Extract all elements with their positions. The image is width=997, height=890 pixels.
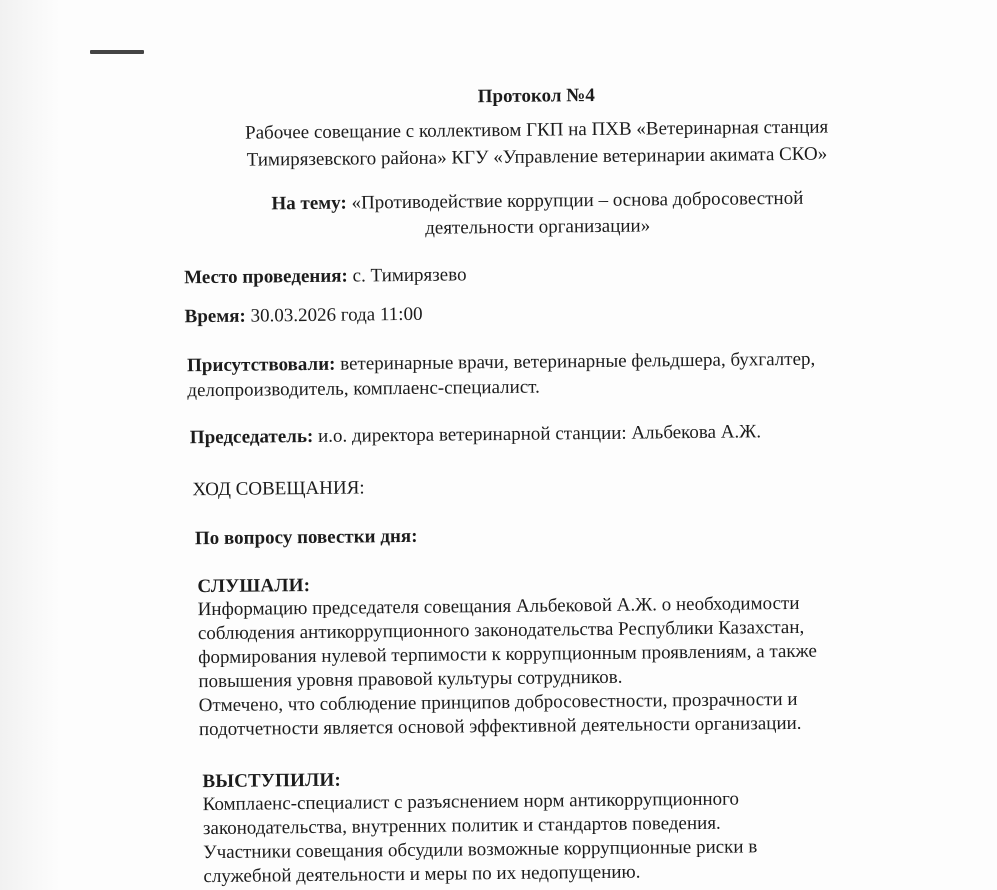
- attendees-line-2: делопроизводитель, комплаенс-специалист.: [187, 376, 540, 402]
- topic-value-1: «Противодействие коррупции – основа добросовестной: [351, 187, 804, 214]
- time-label: Время:: [184, 305, 246, 328]
- spoke-line-3: Участники совещания обсудили возможные коррупционные риски в: [203, 836, 758, 864]
- heard-line-3: формирования нулевой терпимости к коррупционным проявлениям, а также: [198, 640, 818, 669]
- subtitle-line-2: Тимирязевского района» КГУ «Управление ветеринарии акимата СКО»: [246, 143, 828, 171]
- place-value: с. Тимирязево: [352, 264, 467, 287]
- heard-line-2: соблюдения антикоррупционного законодательства Республики Казахстан,: [197, 616, 805, 645]
- chair-label: Председатель:: [189, 425, 314, 449]
- agenda-heading: [195, 526, 418, 550]
- agenda-heading-text: По вопросу повестки дня:: [194, 525, 418, 550]
- topic-label: На тему:: [271, 192, 347, 215]
- heard-line-1: Информацию председателя совещания Альбековой А.Ж. о необходимости: [197, 592, 800, 621]
- chair-value: и.о. директора ветеринарной станции: Альбекова А.Ж.: [317, 421, 762, 447]
- heard-heading: СЛУШАЛИ:: [197, 574, 311, 598]
- spoke-line-1: Комплаенс-специалист с разъяснением норм антикоррупционного: [202, 788, 740, 816]
- meeting-progress-heading: ХОД СОВЕЩАНИЯ:: [192, 477, 365, 501]
- place-label: Место проведения:: [184, 265, 348, 289]
- topic-line-2: деятельности организации»: [425, 215, 651, 239]
- time-value: 30.03.2026 года 11:00: [250, 303, 423, 327]
- subtitle-line-1: Рабочее совещание с коллективом ГКП на ПХВ «Ветеринарная станция: [244, 116, 829, 144]
- time-line: [184, 304, 422, 328]
- place-line: [184, 264, 467, 289]
- attendees-label: Присутствовали:: [186, 353, 336, 377]
- attendees-value-1: ветеринарные врачи, ветеринарные фельдшера, бухгалтер,: [340, 348, 816, 375]
- spoke-heading: ВЫСТУПИЛИ:: [202, 769, 342, 793]
- spoke-line-4: служебной деятельности и меры по их недопущению.: [203, 861, 641, 888]
- spoke-line-2: законодательства, внутренних политик и стандартов поведения.: [202, 812, 721, 840]
- heard-line-5: Отмечено, что соблюдение принципов добросовестности, прозрачности и: [198, 688, 798, 717]
- attendees-line-1: [187, 349, 815, 378]
- heard-line-4: повышения уровня правовой культуры сотрудников.: [198, 666, 623, 693]
- document-title: Протокол №4: [477, 84, 595, 108]
- heard-line-6: подотчетности является основой эффективной деятельности организации.: [198, 712, 802, 741]
- chair-line: [190, 421, 761, 449]
